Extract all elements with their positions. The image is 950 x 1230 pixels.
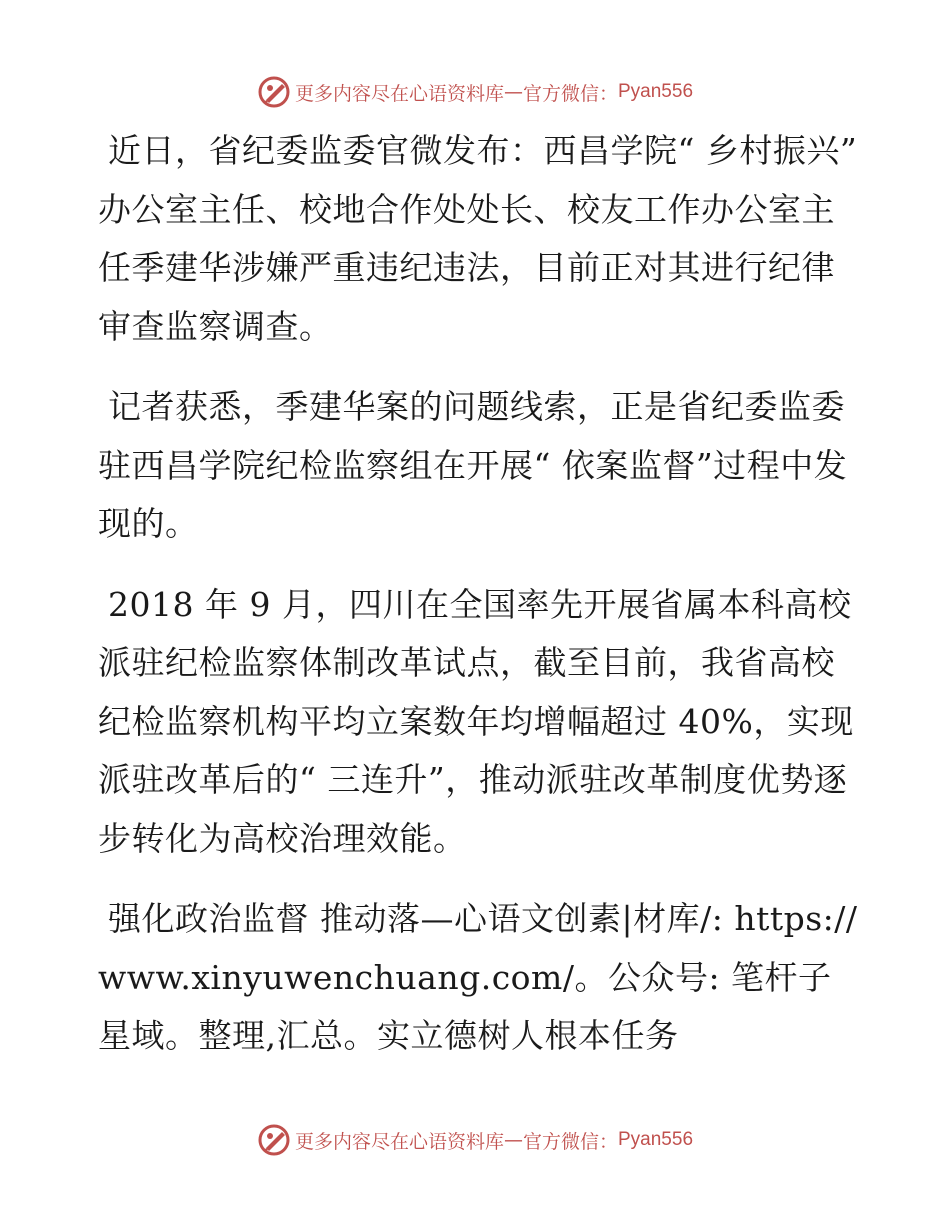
pen-logo-icon — [257, 75, 291, 109]
footer-wechat-id: Pyan556 — [618, 1129, 694, 1150]
document-body — [98, 122, 858, 1066]
footer-wechat-label: 官方微信： — [522, 1130, 618, 1153]
footer-banner — [0, 1120, 950, 1160]
header-slogan: 更多内容尽在心语资料库 — [294, 82, 504, 105]
footer-separator: — — [503, 1129, 523, 1151]
header-separator: — — [503, 81, 523, 103]
paragraph: 强化政治监督 推动落—心语文创素|材库/: https://www.xinyuwenchuang.com/。公众号: 笔杆子星域。整理,汇总。实立德树人根本任务 — [98, 899, 858, 1055]
header-wechat-label: 官方微信： — [522, 82, 618, 105]
footer-slogan: 更多内容尽在心语资料库 — [294, 1130, 504, 1153]
pen-logo-icon — [257, 1123, 291, 1157]
paragraph: 近日，省纪委监委官微发布：西昌学院“ 乡村振兴” 办公室主任、校地合作处处长、校友工作办公室主任季建华涉嫌严重违纪违法，目前正对其进行纪律审查监察调查。 — [98, 131, 858, 346]
paragraph: 记者获悉，季建华案的问题线索，正是省纪委监委驻西昌学院纪检监察组在开展“ 依案监督”过程中发现的。 — [98, 387, 848, 543]
paragraph: 2018 年 9 月，四川在全国率先开展省属本科高校派驻纪检监察体制改革试点，截至目前，我省高校纪检监察机构平均立案数年均增幅超过 40%，实现派驻改革后的“ 三连升”，推动派驻改革制度优势逐步转化为高校治理效能。 — [98, 584, 854, 858]
header-wechat-id: Pyan556 — [618, 81, 694, 102]
header-banner — [0, 72, 950, 112]
